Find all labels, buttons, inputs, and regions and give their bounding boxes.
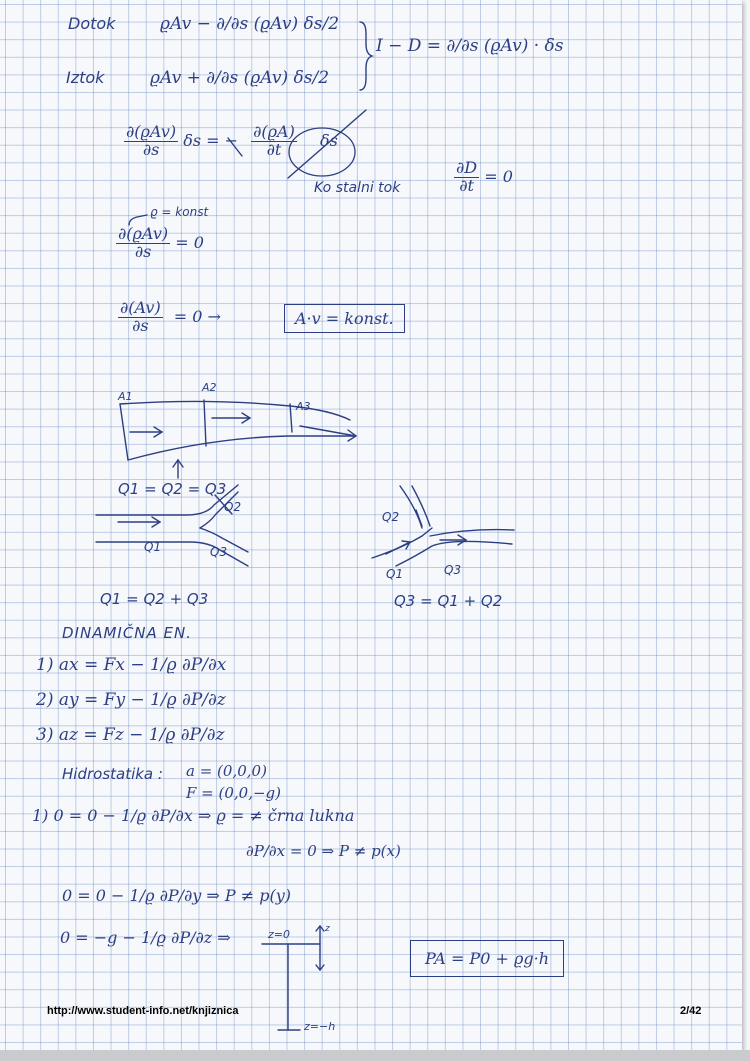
iztok-expression: ϱAv + ∂/∂s (ϱAv) δs/2 — [150, 68, 330, 88]
z-depth-label: z=−h — [304, 1020, 336, 1033]
page-edge — [0, 1050, 750, 1061]
pressure-box: PA = P0 + ϱg·h — [410, 940, 564, 977]
hydro-a: a = (0,0,0) — [186, 762, 267, 780]
hydro-eq-3: 0 = −g − 1/ϱ ∂P/∂z ⇒ — [60, 928, 231, 947]
equation-3 — [118, 300, 221, 335]
eq3-num: ∂(Av) — [120, 298, 161, 317]
continuity-tail: δs — [319, 130, 338, 150]
steady-cond-rhs: = 0 — [484, 166, 513, 186]
steady-flow-note: Ko stalni tok — [314, 180, 401, 196]
dyn-eq-3: 3) az = Fz − 1/ϱ ∂P/∂z — [36, 725, 225, 745]
steady-cond-den: ∂t — [459, 175, 474, 195]
rho-const-note: ϱ = konst — [150, 205, 209, 219]
footer-url: http://www.student-info.net/knjiznica — [47, 1005, 239, 1017]
label-a1: A1 — [118, 390, 133, 403]
dotok-expression: ϱAv − ∂/∂s (ϱAv) δs/2 — [160, 14, 340, 34]
q-equal: Q1 = Q2 = Q3 — [118, 480, 227, 498]
eq3-rhs: = 0 → — [173, 306, 221, 326]
equation-2 — [116, 226, 204, 261]
hydro-eq-1b: ∂P/∂x = 0 ⇒ P ≠ p(x) — [246, 842, 401, 860]
hydro-title: Hidrostatika : — [62, 765, 163, 783]
iztok-label: Iztok — [66, 68, 105, 87]
eq3-den: ∂s — [132, 315, 149, 335]
eq2-rhs: = 0 — [175, 232, 204, 252]
continuity-mid: δs = − — [183, 130, 239, 150]
steady-cond-num: ∂D — [456, 158, 478, 177]
z-zero-label: z=0 — [268, 928, 290, 941]
continuity-equation — [124, 124, 338, 159]
fig3-sum: Q3 = Q1 + Q2 — [394, 592, 503, 610]
continuity-right-num: ∂(ϱA) — [253, 122, 295, 141]
fig3-q2: Q2 — [382, 510, 400, 524]
page-number: 2/42 — [680, 1005, 702, 1017]
hydro-eq-1: 1) 0 = 0 − 1/ϱ ∂P/∂x ⇒ ϱ = ≠ črna lukna — [32, 806, 355, 825]
dynamic-title: DINAMIČNA EN. — [62, 624, 193, 642]
eq2-den: ∂s — [134, 241, 152, 261]
label-a2: A2 — [202, 381, 217, 394]
z-axis-label: z — [325, 924, 330, 934]
dyn-eq-1: 1) ax = Fx − 1/ϱ ∂P/∂x — [36, 655, 227, 675]
dotok-label: Dotok — [68, 14, 116, 33]
hydro-f: F = (0,0,−g) — [186, 784, 282, 802]
fig2-q3: Q3 — [210, 545, 228, 559]
fig2-sum: Q1 = Q2 + Q3 — [100, 590, 209, 608]
eq2-num: ∂(ϱAv) — [118, 224, 169, 243]
continuity-left-num: ∂(ϱAv) — [126, 122, 177, 141]
label-a3: A3 — [296, 400, 311, 413]
brace — [360, 22, 372, 90]
fig3-q1: Q1 — [386, 567, 404, 581]
av-const-box: A·v = konst. — [284, 304, 405, 333]
fig2-q2: Q2 — [224, 500, 242, 514]
dyn-eq-2: 2) ay = Fy − 1/ϱ ∂P/∂z — [36, 690, 226, 710]
fig2-q1: Q1 — [144, 540, 162, 554]
continuity-right-den: ∂t — [266, 139, 282, 159]
balance-equation: I − D = ∂/∂s (ϱAv) · δs — [376, 36, 564, 56]
hydro-eq-2: 0 = 0 − 1/ϱ ∂P/∂y ⇒ P ≠ p(y) — [62, 886, 292, 905]
steady-condition — [454, 160, 513, 195]
fig3-q3: Q3 — [444, 563, 462, 577]
continuity-left-den: ∂s — [142, 139, 160, 159]
